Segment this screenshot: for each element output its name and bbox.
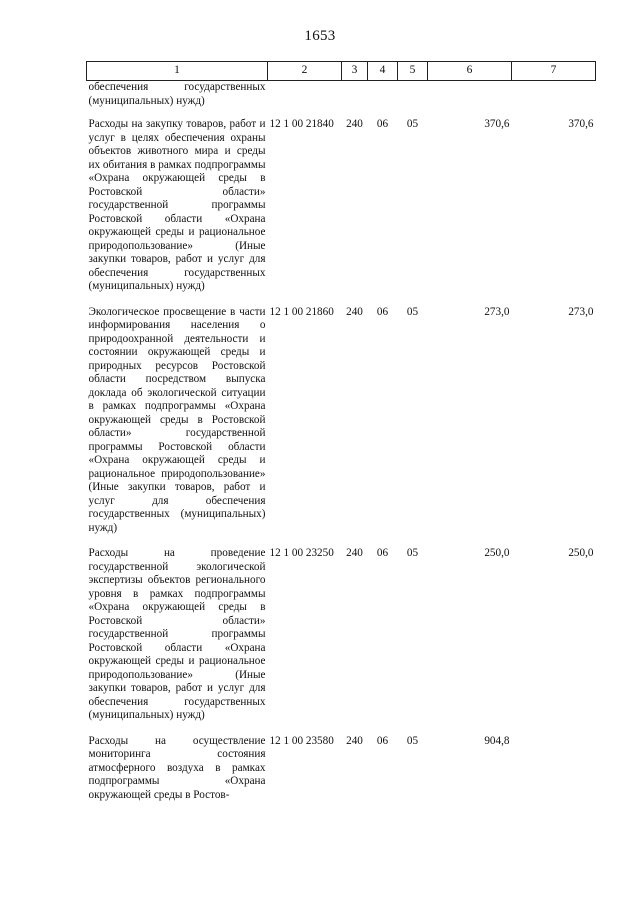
column-header-1: 1: [87, 62, 268, 81]
row-subsection: 05: [406, 118, 419, 130]
row-expense-type: [342, 81, 368, 119]
row-target-code: 12 1 00 23250: [269, 547, 334, 559]
table-body: [87, 81, 596, 815]
column-header-7: 7: [512, 62, 596, 81]
row-description: обеспечения государственных (муниципальных) нужд): [88, 81, 266, 107]
header-row: [87, 62, 596, 81]
row-section: 06: [376, 305, 389, 318]
table-row: [87, 735, 596, 815]
row-expense-type: 240: [346, 118, 363, 130]
row-amount-1: [428, 81, 512, 119]
row-amount-2: [512, 735, 596, 815]
row-subsection: 05: [406, 547, 419, 559]
row-section: 06: [376, 734, 389, 747]
row-section: 06: [376, 547, 389, 559]
row-target-code: 12 1 00 23580: [269, 734, 334, 747]
row-amount-2: 273,0: [568, 305, 594, 318]
row-description: Экологическое просвещение в части информирования населения о природоохранной деятельности и состоянии окружающей среды и природных ресурсов Ростовской области посредством выпуска доклада об экологической ситуации в рамках подпрограммы «Охрана окружающей среды в Ростовской области» государственной программы Ростовской области «Охрана окружающей среды и рациональное природопользование» (Иные закупки товаров, работ и услуг для обеспечения государственных (муниципальных) нужд): [88, 305, 266, 534]
row-amount-1: 250,0: [484, 547, 510, 559]
row-target-code: 12 1 00 21840: [269, 118, 334, 130]
table-row: [87, 306, 596, 548]
table-row: [87, 81, 596, 119]
row-subsection: [398, 81, 428, 119]
row-amount-2: 370,6: [568, 118, 594, 130]
row-amount-1: 273,0: [484, 305, 510, 318]
row-expense-type: 240: [346, 547, 363, 559]
row-description: Расходы на закупку товаров, работ и услуг в целях обеспечения охраны объектов животного мира и среды их обитания в рамках подпрограммы «Охрана окружающей среды в Ростовской области» государственной программы Ростовской области «Охрана окружающей среды и рациональное природопользование» (Иные закупки товаров, работ и услуг для обеспечения государственных (муниципальных) нужд): [88, 118, 266, 292]
row-subsection: 05: [406, 734, 419, 747]
column-header-3: 3: [342, 62, 368, 81]
row-target-code: 12 1 00 21860: [269, 305, 334, 318]
budget-table: [86, 61, 596, 814]
row-amount-1: 370,6: [484, 118, 510, 130]
row-expense-type: 240: [346, 734, 363, 747]
table-row: [87, 118, 596, 306]
row-section: [368, 81, 398, 119]
row-amount-1: 904,8: [484, 734, 510, 747]
column-header-5: 5: [398, 62, 428, 81]
row-target-code: [268, 81, 342, 119]
row-section: 06: [376, 118, 389, 130]
row-subsection: 05: [406, 305, 419, 318]
row-amount-2: [512, 81, 596, 119]
table-row: [87, 547, 596, 735]
row-amount-2: 250,0: [568, 547, 594, 559]
table-header: [87, 62, 596, 81]
column-header-2: 2: [268, 62, 342, 81]
page-number: 1653: [304, 28, 336, 44]
column-header-4: 4: [368, 62, 398, 81]
column-header-6: 6: [428, 62, 512, 81]
row-description: Расходы на осуществление мониторинга состояния атмосферного воздуха в рамках подпрограммы «Охрана окружающей среды в Ростов-: [88, 734, 266, 801]
row-expense-type: 240: [346, 305, 363, 318]
row-description: Расходы на проведение государственной экологической экспертизы объектов регионального уровня в рамках подпрограммы «Охрана окружающей среды в Ростовской области» государственной программы Ростовской области «Охрана окружающей среды и рациональное природопользование» (Иные закупки товаров, работ и услуг для обеспечения государственных (муниципальных) нужд): [88, 547, 266, 721]
